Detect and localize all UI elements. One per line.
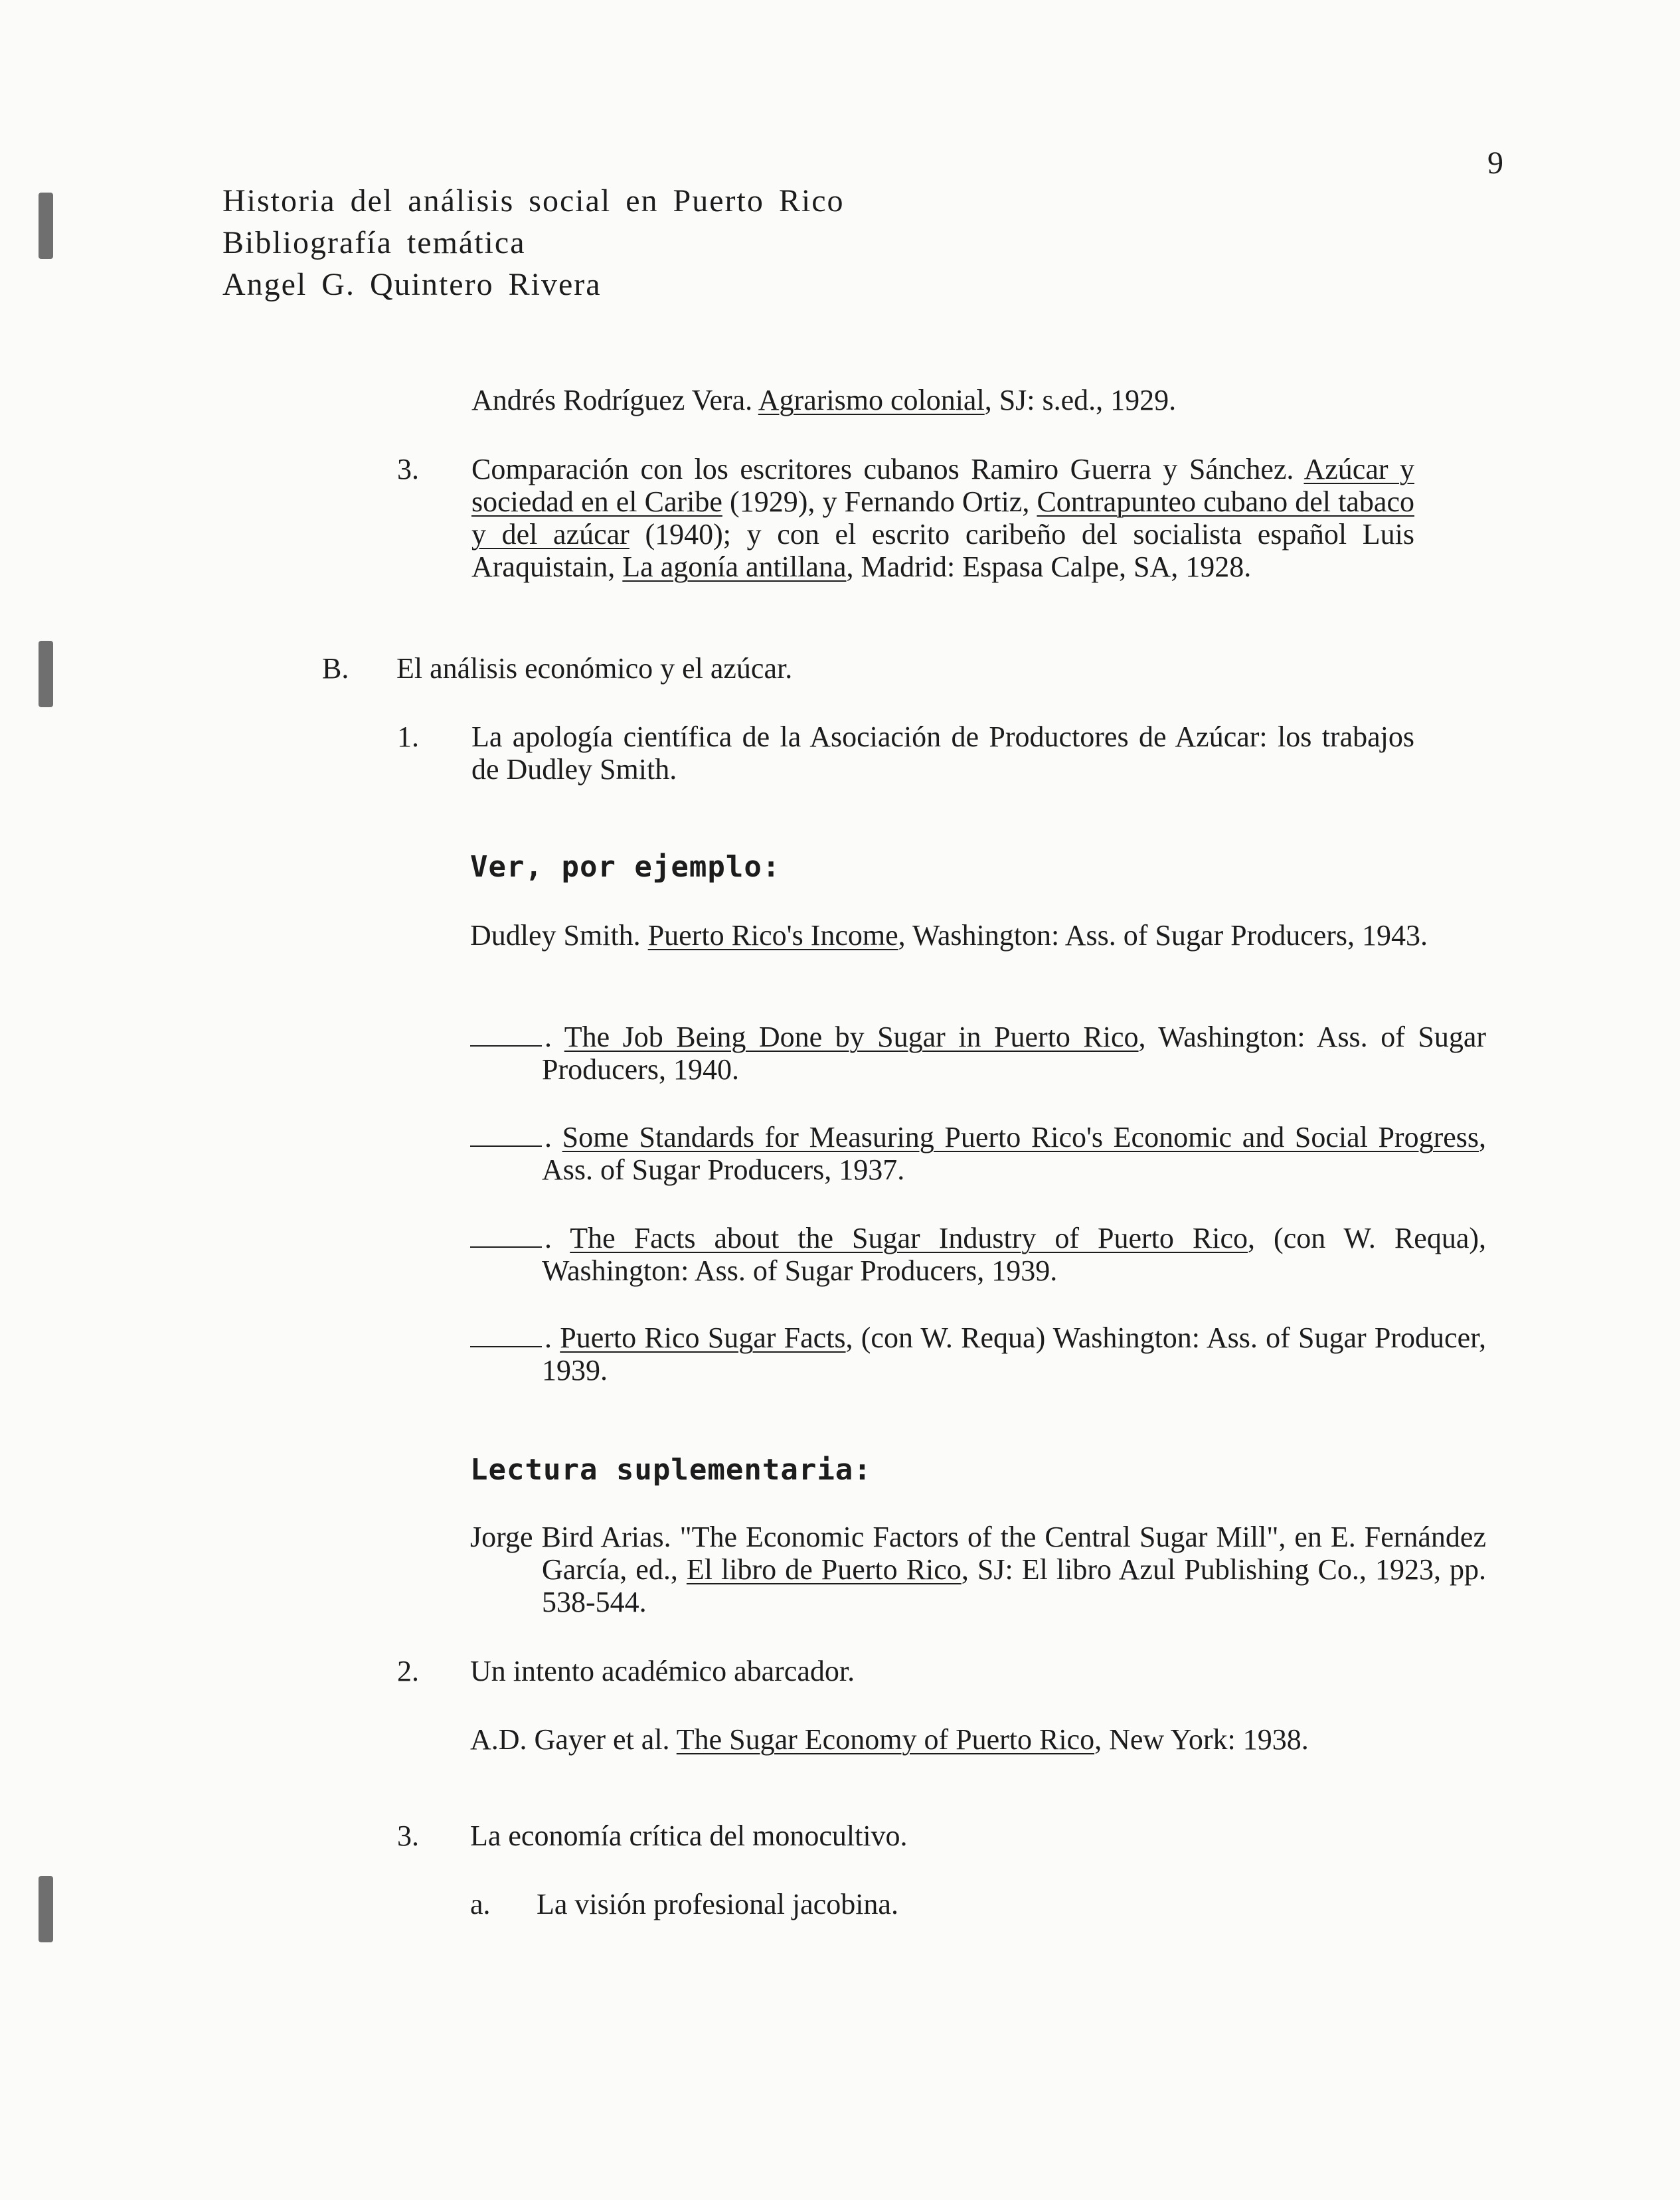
list-item bbox=[471, 453, 1414, 583]
ditto-rule bbox=[470, 1045, 542, 1047]
entry-title: El libro de Puerto Rico bbox=[686, 1553, 962, 1586]
item-text: (1929), y Fernando Ortiz, bbox=[722, 485, 1037, 518]
ditto-rule bbox=[470, 1246, 542, 1248]
entry-title: Puerto Rico's Income bbox=[647, 919, 898, 952]
bibliography-entry: . The Job Being Done by Sugar in Puerto Rico, Washington: Ass. of Sugar Producers, 1940. bbox=[470, 1021, 1486, 1086]
entry-title: Contrapunteo cubano del tabaco y del azúcar bbox=[471, 485, 1414, 550]
bibliography-entry: . The Facts about the Sugar Industry of Puerto Rico, (con W. Requa), Washington: Ass. of Sugar Producers, 1939. bbox=[470, 1222, 1486, 1287]
entry-author: Dudley Smith. bbox=[470, 919, 648, 952]
binder-hole-mark bbox=[39, 1876, 53, 1942]
entry-title: The Facts about the Sugar Industry of Puerto Rico bbox=[570, 1222, 1248, 1254]
list-letter: a. bbox=[470, 1888, 491, 1920]
page-number: 9 bbox=[1487, 145, 1503, 181]
subheading: Ver, por ejemplo: bbox=[470, 850, 781, 884]
entry-publication: , Washington: Ass. of Sugar Producers, 1943. bbox=[898, 919, 1428, 952]
item-text: (1940); y con el escrito caribeño del socialista español Luis Araquistain, bbox=[471, 518, 1414, 583]
binder-hole-mark bbox=[39, 641, 53, 707]
list-number: 3. bbox=[397, 1819, 419, 1852]
entry-publication: , SJ: s.ed., 1929. bbox=[984, 384, 1177, 416]
list-item: La visión profesional jacobina. bbox=[537, 1888, 898, 1920]
entry-title: Some Standards for Measuring Puerto Rico's Economic and Social Progress bbox=[562, 1121, 1479, 1153]
entry-title: The Job Being Done by Sugar in Puerto Rico bbox=[564, 1021, 1139, 1053]
entry-title: Agrarismo colonial bbox=[758, 384, 985, 416]
subheading: Lectura suplementaria: bbox=[470, 1453, 872, 1487]
entry-author: Andrés Rodríguez Vera. bbox=[471, 384, 753, 416]
list-number: 2. bbox=[397, 1655, 419, 1687]
item-text: , Madrid: Espasa Calpe, SA, 1928. bbox=[846, 550, 1252, 583]
entry-title: The Sugar Economy of Puerto Rico bbox=[676, 1723, 1095, 1756]
entry-text: Jorge Bird Arias. "The Economic Factors of the Central Sugar Mill", en E. Fernández García, ed., bbox=[470, 1521, 1486, 1586]
bibliography-entry bbox=[470, 1521, 1486, 1618]
bibliography-entry bbox=[471, 384, 1414, 416]
list-number: 1. bbox=[397, 720, 419, 753]
binder-hole-mark bbox=[39, 193, 53, 259]
entry-title: La agonía antillana bbox=[622, 550, 847, 583]
entry-publication: , SJ: El libro Azul Publishing Co., 1923, pp. 538-544. bbox=[542, 1553, 1486, 1618]
entry-publication: , (con W. Requa) Washington: Ass. of Sugar Producer, 1939. bbox=[542, 1321, 1486, 1387]
entry-publication: , Ass. of Sugar Producers, 1937. bbox=[542, 1121, 1487, 1186]
section-heading: El análisis económico y el azúcar. bbox=[396, 652, 793, 685]
list-item: La apología científica de la Asociación de Productores de Azúcar: los trabajos de Dudley Smith. bbox=[471, 720, 1414, 786]
section-letter: B. bbox=[322, 652, 349, 685]
header-author: Angel G. Quintero Rivera bbox=[222, 267, 602, 302]
entry-publication: , Washington: Ass. of Sugar Producers, 1940. bbox=[542, 1021, 1486, 1086]
ditto-rule bbox=[470, 1145, 542, 1147]
list-item: La economía crítica del monocultivo. bbox=[470, 1819, 908, 1852]
entry-title: Puerto Rico Sugar Facts bbox=[560, 1321, 846, 1354]
entry-author: A.D. Gayer et al. bbox=[470, 1723, 677, 1756]
entry-publication: , New York: 1938. bbox=[1094, 1723, 1309, 1756]
bibliography-entry: . Puerto Rico Sugar Facts, (con W. Requa) Washington: Ass. of Sugar Producer, 1939. bbox=[470, 1321, 1486, 1387]
list-item: Un intento académico abarcador. bbox=[470, 1655, 855, 1687]
header-subtitle: Bibliografía temática bbox=[222, 225, 526, 260]
list-number: 3. bbox=[397, 453, 419, 485]
header-title: Historia del análisis social en Puerto Rico bbox=[222, 183, 845, 218]
item-text: Comparación con los escritores cubanos Ramiro Guerra y Sánchez. bbox=[471, 453, 1294, 485]
bibliography-entry bbox=[470, 1723, 1486, 1756]
ditto-rule bbox=[470, 1346, 542, 1347]
entry-title: Azúcar y sociedad en el Caribe bbox=[471, 453, 1415, 518]
entry-publication: , (con W. Requa), Washington: Ass. of Sugar Producers, 1939. bbox=[542, 1222, 1486, 1287]
bibliography-entry: . Some Standards for Measuring Puerto Rico's Economic and Social Progress, Ass. of Sugar Producers, 1937. bbox=[470, 1121, 1486, 1186]
bibliography-entry bbox=[470, 919, 1486, 952]
